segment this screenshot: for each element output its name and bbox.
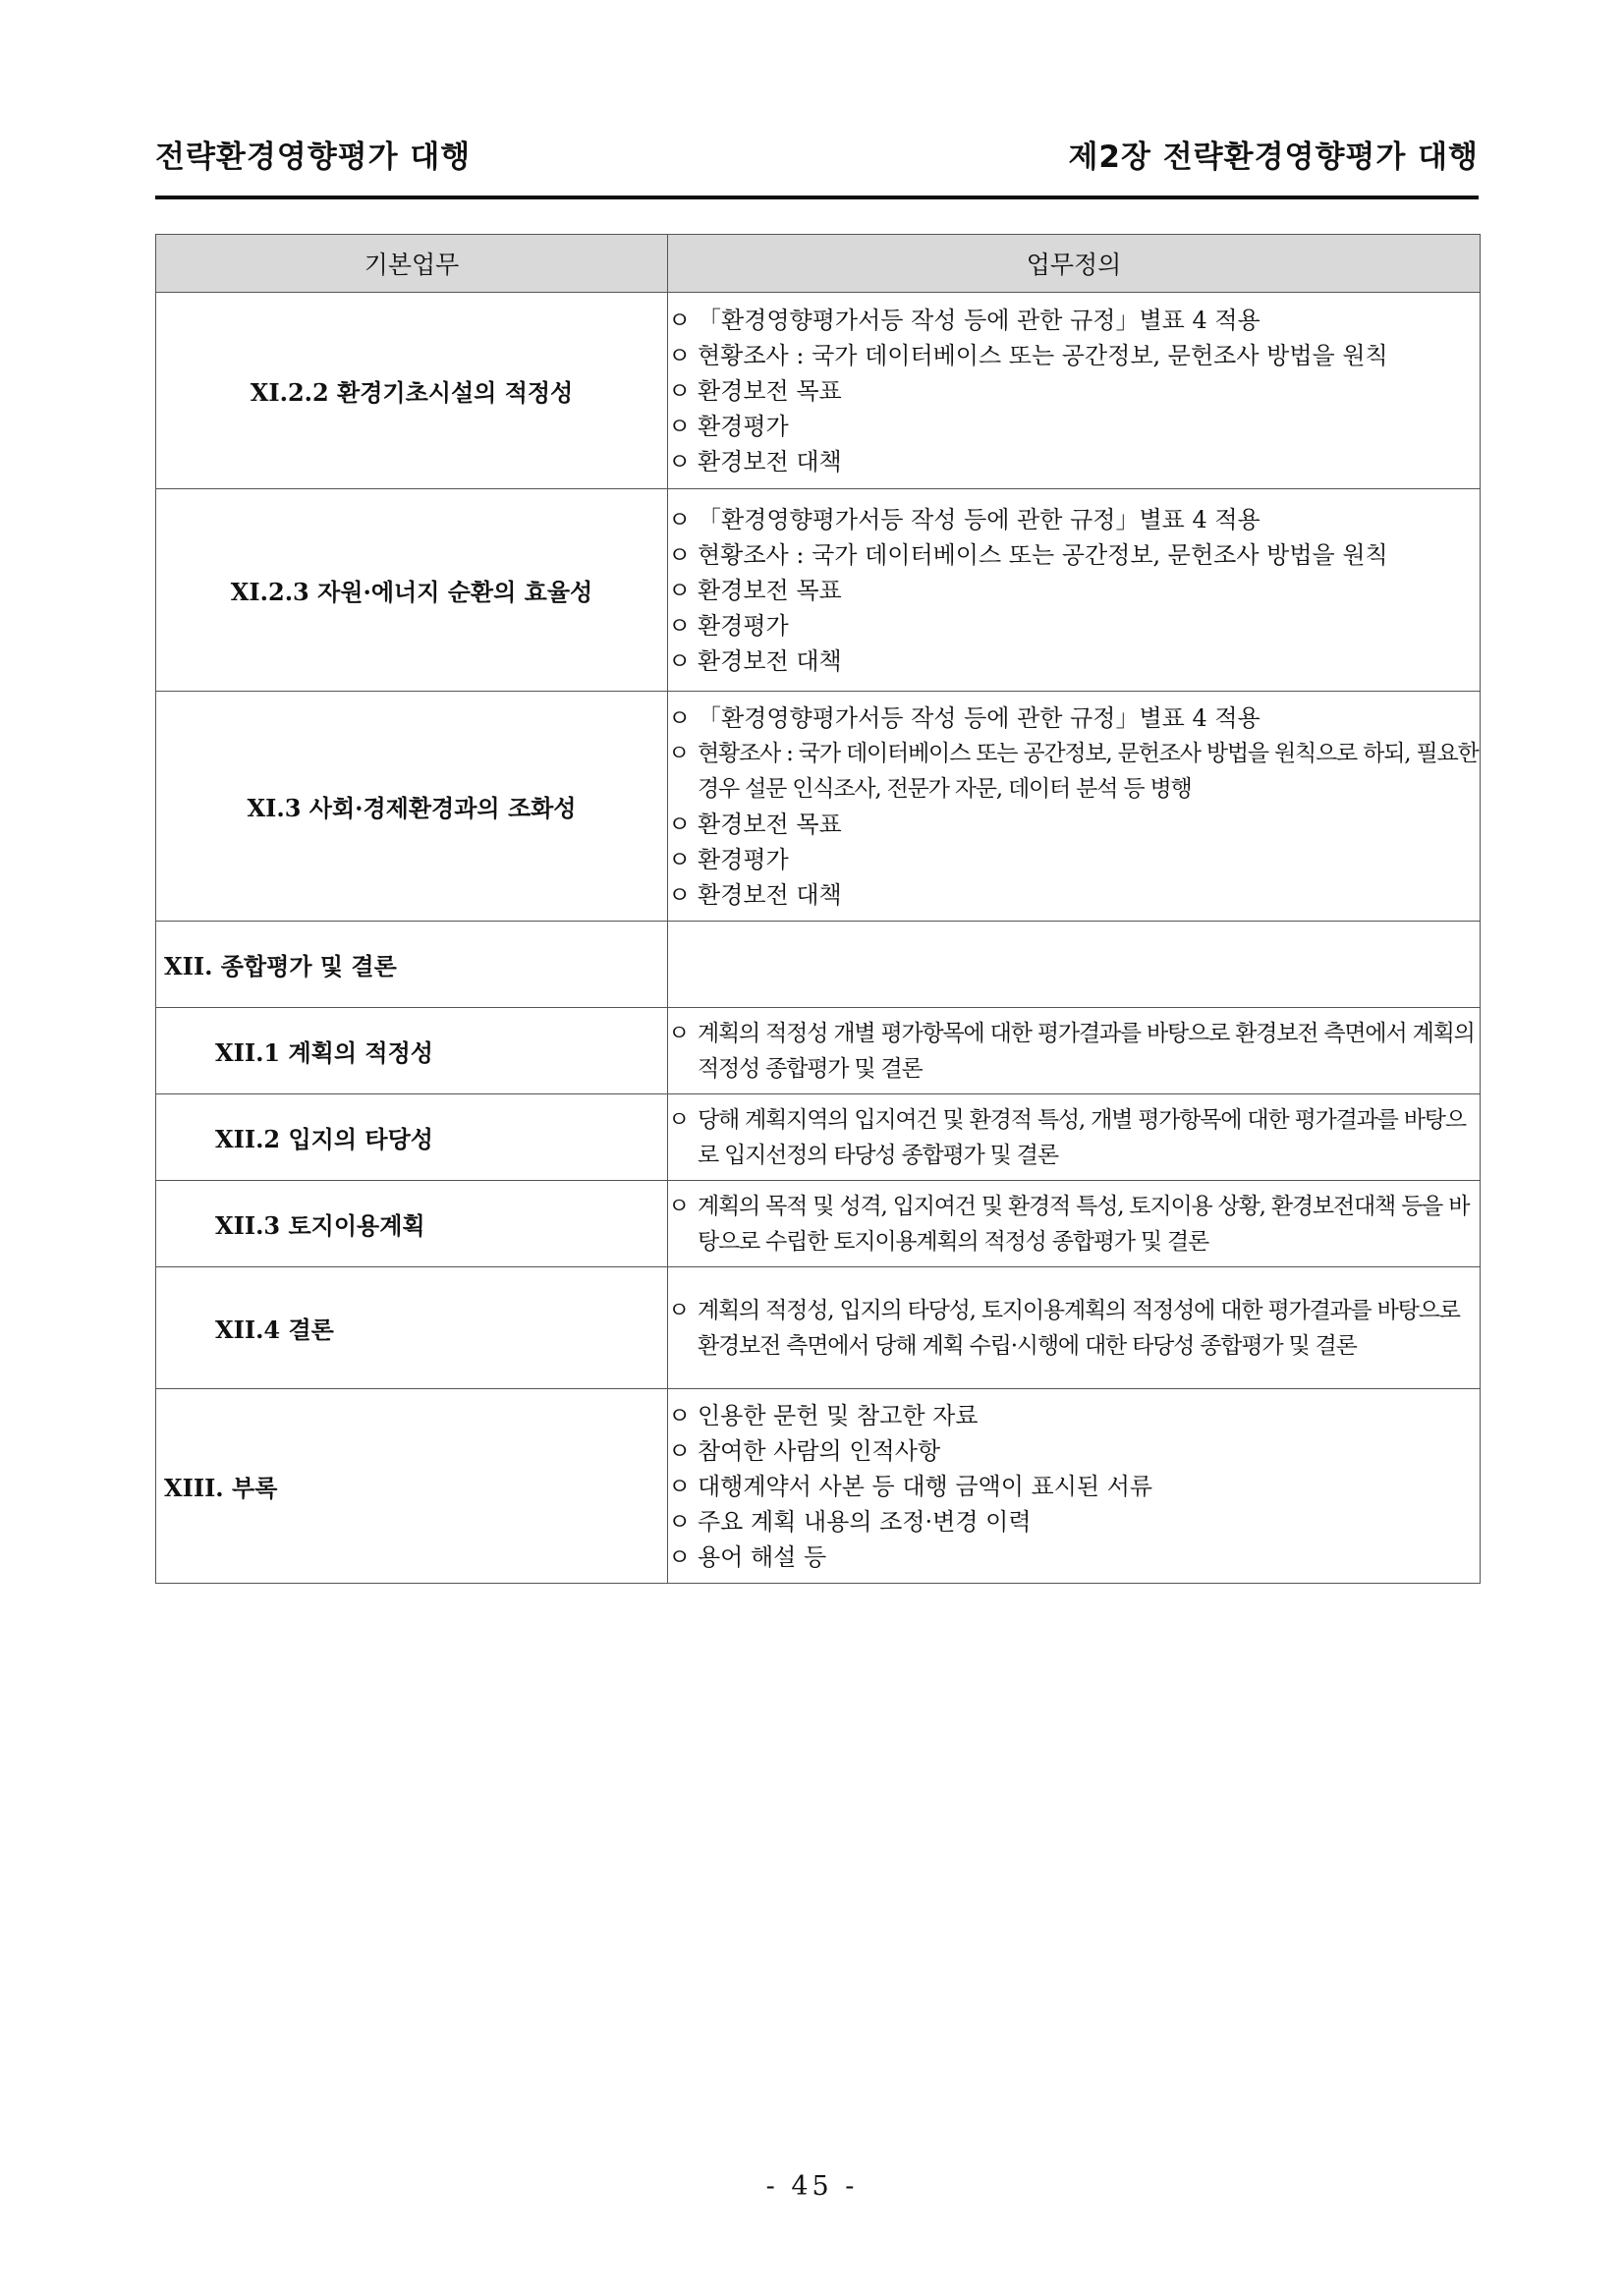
section-cell: XIII. 부록 bbox=[156, 1389, 668, 1584]
task-cell: XII.1 계획의 적정성 bbox=[156, 1008, 668, 1094]
bullet-icon: ㅇ bbox=[668, 611, 692, 640]
bullet-icon: ㅇ bbox=[668, 810, 692, 838]
list-item: ㅇ 「환경영향평가서등 작성 등에 관한 규정」별표 4 적용 bbox=[668, 303, 1480, 338]
list-item: ㅇ 환경보전 대책 bbox=[668, 444, 1480, 479]
list-item: ㅇ 주요 계획 내용의 조정·변경 이력 bbox=[668, 1504, 1480, 1540]
bullet-icon: ㅇ bbox=[668, 505, 692, 533]
list-item: ㅇ 환경평가 bbox=[668, 409, 1480, 444]
bullet-icon: ㅇ bbox=[668, 576, 692, 604]
task-cell: XII.4 결론 bbox=[156, 1267, 668, 1389]
bullet-icon: ㅇ bbox=[668, 306, 692, 334]
bullet-icon: ㅇ bbox=[668, 376, 692, 405]
definition-cell bbox=[668, 1389, 1481, 1584]
list-item: ㅇ 계획의 목적 및 성격, 입지여건 및 환경적 특성, 토지이용 상황, 환경보전대책 등을 바탕으로 수립한 토지이용계획의 적정성 종합평가 및 결론 bbox=[668, 1189, 1480, 1260]
bullet-icon: ㅇ bbox=[668, 1020, 690, 1046]
list-item: ㅇ 대행계약서 사본 등 대행 금액이 표시된 서류 bbox=[668, 1469, 1480, 1504]
bullet-icon: ㅇ bbox=[668, 1472, 692, 1500]
list-item: ㅇ 환경평가 bbox=[668, 842, 1480, 877]
task-cell: XII.3 토지이용계획 bbox=[156, 1181, 668, 1267]
task-definition-table bbox=[155, 234, 1481, 1584]
header-right-chapter: 제2장 전략환경영향평가 대행 bbox=[1068, 140, 1479, 175]
bullet-icon: ㅇ bbox=[668, 1297, 690, 1323]
list-item: ㅇ 계획의 적정성, 입지의 타당성, 토지이용계획의 적정성에 대한 평가결과를 바탕으로 환경보전 측면에서 당해 계획 수립·시행에 대한 타당성 종합평가 및 결론 bbox=[668, 1293, 1480, 1364]
table-row bbox=[156, 1389, 1481, 1584]
bullet-icon: ㅇ bbox=[668, 1193, 690, 1219]
bullet-icon: ㅇ bbox=[668, 1436, 692, 1465]
header-left-title: 전략환경영향평가 대행 bbox=[155, 140, 472, 175]
list-item: ㅇ 환경보전 목표 bbox=[668, 573, 1480, 608]
definition-cell-empty bbox=[668, 922, 1481, 1008]
bullet-icon: ㅇ bbox=[668, 447, 692, 476]
bullet-icon: ㅇ bbox=[668, 880, 692, 909]
page-number: - 45 - bbox=[765, 2171, 859, 2202]
task-cell: XI.2.2 환경기초시설의 적정성 bbox=[156, 293, 668, 489]
list-item: ㅇ 환경보전 목표 bbox=[668, 807, 1480, 842]
bullet-icon: ㅇ bbox=[668, 1507, 692, 1536]
definition-cell bbox=[668, 692, 1481, 922]
list-item: ㅇ 「환경영향평가서등 작성 등에 관한 규정」별표 4 적용 bbox=[668, 700, 1480, 736]
table-row bbox=[156, 922, 1481, 1008]
task-cell: XII.2 입지의 타당성 bbox=[156, 1094, 668, 1181]
bullet-icon: ㅇ bbox=[668, 412, 692, 440]
bullet-icon: ㅇ bbox=[668, 740, 690, 766]
definition-cell bbox=[668, 489, 1481, 692]
table-row bbox=[156, 1267, 1481, 1389]
list-item: ㅇ 환경보전 대책 bbox=[668, 877, 1480, 913]
column-header-definition: 업무정의 bbox=[668, 235, 1481, 293]
bullet-icon: ㅇ bbox=[668, 341, 692, 369]
list-item: ㅇ 환경평가 bbox=[668, 608, 1480, 644]
table-row bbox=[156, 1008, 1481, 1094]
list-item: ㅇ 「환경영향평가서등 작성 등에 관한 규정」별표 4 적용 bbox=[668, 502, 1480, 537]
bullet-icon: ㅇ bbox=[668, 703, 692, 732]
bullet-icon: ㅇ bbox=[668, 1401, 692, 1429]
section-cell: XII. 종합평가 및 결론 bbox=[156, 922, 668, 1008]
task-cell: XI.3 사회·경제환경과의 조화성 bbox=[156, 692, 668, 922]
table-row bbox=[156, 1181, 1481, 1267]
table-row bbox=[156, 293, 1481, 489]
list-item: ㅇ 계획의 적정성 개별 평가항목에 대한 평가결과를 바탕으로 환경보전 측면에서 계획의 적정성 종합평가 및 결론 bbox=[668, 1016, 1480, 1087]
definition-cell bbox=[668, 1094, 1481, 1181]
definition-cell bbox=[668, 293, 1481, 489]
list-item: ㅇ 환경보전 대책 bbox=[668, 644, 1480, 679]
table-row bbox=[156, 692, 1481, 922]
table-header-row bbox=[156, 235, 1481, 293]
table-row bbox=[156, 489, 1481, 692]
list-item: ㅇ 현황조사 : 국가 데이터베이스 또는 공간정보, 문헌조사 방법을 원칙으로 하되, 필요한 경우 설문 인식조사, 전문가 자문, 데이터 분석 등 병행 bbox=[668, 736, 1480, 807]
bullet-icon: ㅇ bbox=[668, 845, 692, 873]
bullet-icon: ㅇ bbox=[668, 1542, 692, 1571]
list-item: ㅇ 당해 계획지역의 입지여건 및 환경적 특성, 개별 평가항목에 대한 평가결과를 바탕으로 입지선정의 타당성 종합평가 및 결론 bbox=[668, 1102, 1480, 1173]
definition-cell bbox=[668, 1267, 1481, 1389]
definition-cell bbox=[668, 1008, 1481, 1094]
bullet-icon: ㅇ bbox=[668, 1106, 690, 1133]
bullet-icon: ㅇ bbox=[668, 540, 692, 569]
definition-cell bbox=[668, 1181, 1481, 1267]
list-item: ㅇ 참여한 사람의 인적사항 bbox=[668, 1433, 1480, 1469]
list-item: ㅇ 용어 해설 등 bbox=[668, 1540, 1480, 1575]
bullet-icon: ㅇ bbox=[668, 646, 692, 675]
header-rule bbox=[155, 196, 1479, 199]
task-cell: XI.2.3 자원·에너지 순환의 효율성 bbox=[156, 489, 668, 692]
table-row bbox=[156, 1094, 1481, 1181]
column-header-task: 기본업무 bbox=[156, 235, 668, 293]
list-item: ㅇ 현황조사 : 국가 데이터베이스 또는 공간정보, 문헌조사 방법을 원칙 bbox=[668, 537, 1480, 573]
list-item: ㅇ 현황조사 : 국가 데이터베이스 또는 공간정보, 문헌조사 방법을 원칙 bbox=[668, 338, 1480, 373]
list-item: ㅇ 인용한 문헌 및 참고한 자료 bbox=[668, 1398, 1480, 1433]
list-item: ㅇ 환경보전 목표 bbox=[668, 373, 1480, 409]
